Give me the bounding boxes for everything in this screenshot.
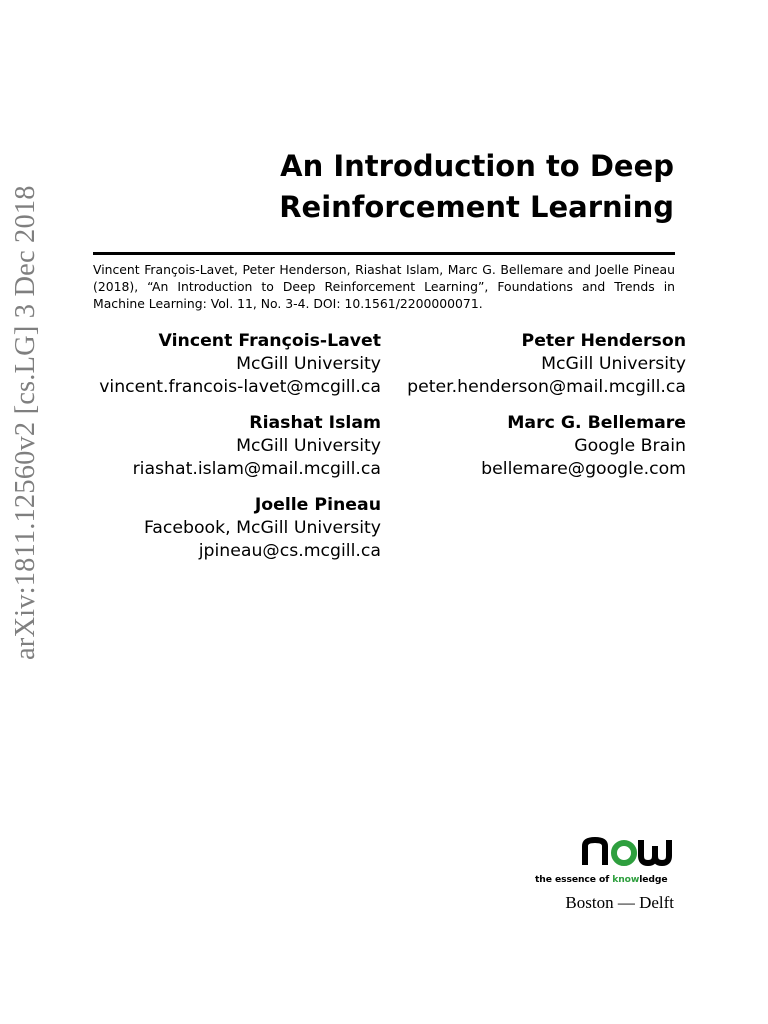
author-affiliation: McGill University bbox=[236, 354, 381, 374]
author-block bbox=[144, 494, 381, 563]
author-block bbox=[133, 412, 381, 481]
author-block bbox=[99, 330, 381, 399]
tagline-part: ledge bbox=[639, 874, 668, 885]
publisher-tagline bbox=[535, 874, 668, 885]
now-logo-wordmark bbox=[582, 836, 676, 866]
author-name: Peter Henderson bbox=[521, 331, 686, 351]
citation-text: Vincent François-Lavet, Peter Henderson, Riashat Islam, Marc G. Bellemare and Joelle Pineau (2018), “An Introduction to Deep Reinforcement Learning”, Foundations and Trends in Machine Learning: Vol. 11, No. 3-4. DOI: 10.1561/2200000071. bbox=[93, 262, 675, 311]
title-rule bbox=[93, 252, 675, 255]
author-affiliation: Google Brain bbox=[574, 436, 686, 456]
author-affiliation: Facebook, McGill University bbox=[143, 518, 381, 538]
tagline-part: the essence of bbox=[535, 874, 613, 885]
author-email[interactable]: peter.henderson@mail.mcgill.ca bbox=[407, 377, 686, 397]
author-email[interactable]: vincent.francois-lavet@mcgill.ca bbox=[99, 377, 381, 397]
publisher-logo bbox=[530, 836, 680, 896]
author-block bbox=[481, 412, 686, 481]
title-line-2: Reinforcement Learning bbox=[279, 190, 674, 224]
title-line-1: An Introduction to Deep bbox=[280, 149, 674, 183]
author-email[interactable]: bellemare@google.com bbox=[481, 459, 686, 479]
publisher-location: Boston — Delft bbox=[565, 893, 674, 912]
author-email[interactable]: jpineau@cs.mcgill.ca bbox=[198, 541, 381, 561]
author-name: Marc G. Bellemare bbox=[507, 413, 686, 433]
author-name: Joelle Pineau bbox=[254, 495, 381, 515]
author-name: Riashat Islam bbox=[249, 413, 381, 433]
tagline-highlight: know bbox=[612, 874, 640, 885]
paper-title bbox=[114, 146, 674, 228]
arxiv-identifier: arXiv:1811.12560v2 [cs.LG] 3 Dec 2018 bbox=[10, 185, 41, 660]
author-affiliation: McGill University bbox=[541, 354, 686, 374]
author-email[interactable]: riashat.islam@mail.mcgill.ca bbox=[132, 459, 381, 479]
author-name: Vincent François-Lavet bbox=[158, 331, 381, 351]
author-affiliation: McGill University bbox=[236, 436, 381, 456]
author-block bbox=[407, 330, 686, 399]
